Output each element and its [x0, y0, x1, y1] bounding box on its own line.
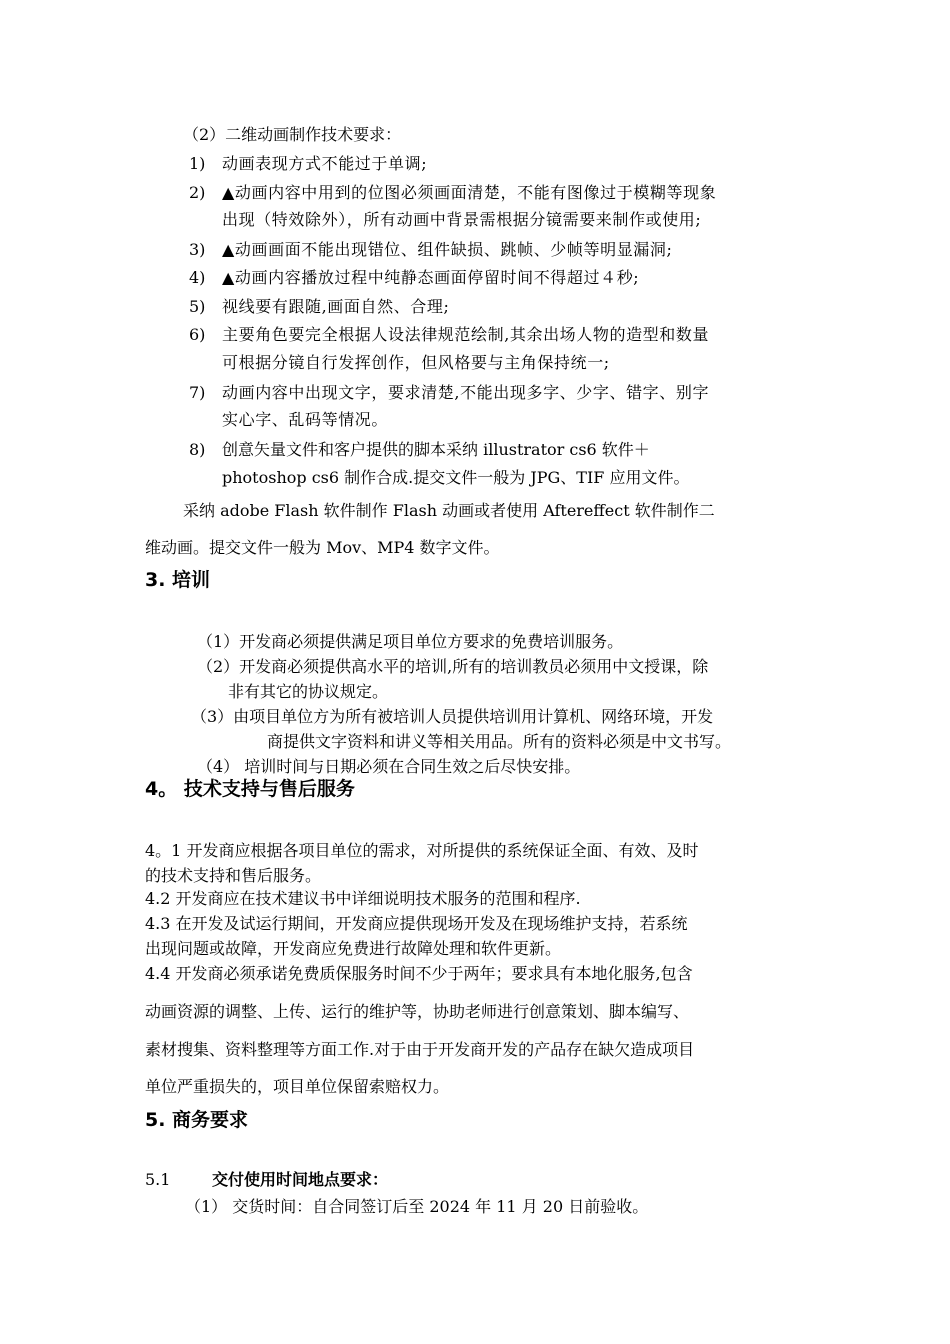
list-item: （4） 培训时间与日期必须在合同生效之后尽快安排。: [197, 757, 581, 776]
paragraph: 4.2 开发商应在技术建议书中详细说明技术服务的范围和程序.: [145, 889, 581, 908]
paragraph: 4.4 开发商必须承诺免费质保服务时间不少于两年；要求具有本地化服务,包含: [145, 964, 693, 983]
list-item: （1）开发商必须提供满足项目单位方要求的免费培训服务。: [197, 632, 624, 651]
subsection-number: 5.1: [145, 1170, 171, 1189]
list-item: （3）由项目单位方为所有被培训人员提供培训用计算机、网络环境，开发: [191, 707, 714, 726]
list-item: 非有其它的协议规定。: [228, 682, 389, 701]
list-number: 2): [189, 183, 206, 202]
list-item: 动画表现方式不能过于单调;: [222, 154, 428, 173]
list-item: 出现（特效除外），所有动画中背景需根据分镜需要来制作或使用;: [222, 210, 702, 229]
paragraph: 维动画。提交文件一般为 Mov、MP4 数字文件。: [145, 538, 500, 557]
list-number: 5): [189, 297, 206, 316]
list-item: 创意矢量文件和客户提供的脚本采纳 illustrator cs6 软件＋: [222, 440, 650, 459]
list-number: 6): [189, 325, 206, 344]
list-item: ▲动画画面不能出现错位、组件缺损、跳帧、少帧等明显漏洞;: [222, 240, 673, 259]
paragraph: 单位严重损失的，项目单位保留索赔权力。: [145, 1077, 450, 1096]
paragraph: 采纳 adobe Flash 软件制作 Flash 动画或者使用 Aftereffect 软件制作二: [183, 501, 715, 520]
list-number: 4): [189, 268, 206, 287]
list-number: 3): [189, 240, 206, 259]
paragraph: 动画资源的调整、上传、运行的维护等，协助老师进行创意策划、脚本编写、: [145, 1002, 690, 1021]
list-item: 主要角色要完全根据人设法律规范绘制,其余出场人物的造型和数量: [222, 325, 710, 344]
paragraph: 素材搜集、资料整理等方面工作.对于由于开发商开发的产品存在缺欠造成项目: [145, 1040, 695, 1059]
section3-heading: 3. 培训: [145, 569, 211, 591]
paragraph: 的技术支持和售后服务。: [145, 866, 322, 885]
list-item: ▲动画内容中用到的位图必须画面清楚，不能有图像过于模糊等现象: [222, 183, 717, 202]
list-number: 1): [189, 154, 206, 173]
list-number: 7): [189, 383, 206, 402]
section4-heading: 4。 技术支持与售后服务: [145, 778, 355, 800]
list-item: photoshop cs6 制作合成.提交文件一般为 JPG、TIF 应用文件。: [222, 468, 690, 487]
paragraph: 4.3 在开发及试运行期间，开发商应提供现场开发及在现场维护支持，若系统: [145, 914, 688, 933]
list-item: （1） 交货时间：自合同签订后至 2024 年 11 月 20 日前验收。: [185, 1197, 649, 1216]
list-item: 实心字、乱码等情况。: [222, 410, 389, 429]
paragraph: 4。1 开发商应根据各项目单位的需求，对所提供的系统保证全面、有效、及时: [145, 841, 699, 860]
subsection-title: 交付使用时间地点要求：: [212, 1170, 389, 1189]
list-item: 可根据分镜自行发挥创作，但风格要与主角保持统一;: [222, 353, 610, 372]
list-item: ▲动画内容播放过程中纯静态画面停留时间不得超过４秒;: [222, 268, 640, 287]
list-number: 8): [189, 440, 206, 459]
list-item: 商提供文字资料和讲义等相关用品。所有的资料必须是中文书写。: [267, 732, 732, 751]
section2-heading: （2）二维动画制作技术要求：: [183, 125, 402, 144]
list-item: （2）开发商必须提供高水平的培训,所有的培训教员必须用中文授课，除: [197, 657, 709, 676]
list-item: 视线要有跟随,画面自然、合理;: [222, 297, 450, 316]
section5-heading: 5. 商务要求: [145, 1109, 249, 1131]
paragraph: 出现问题或故障，开发商应免费进行故障处理和软件更新。: [145, 939, 562, 958]
list-item: 动画内容中出现文字，要求清楚,不能出现多字、少字、错字、别字: [222, 383, 710, 402]
